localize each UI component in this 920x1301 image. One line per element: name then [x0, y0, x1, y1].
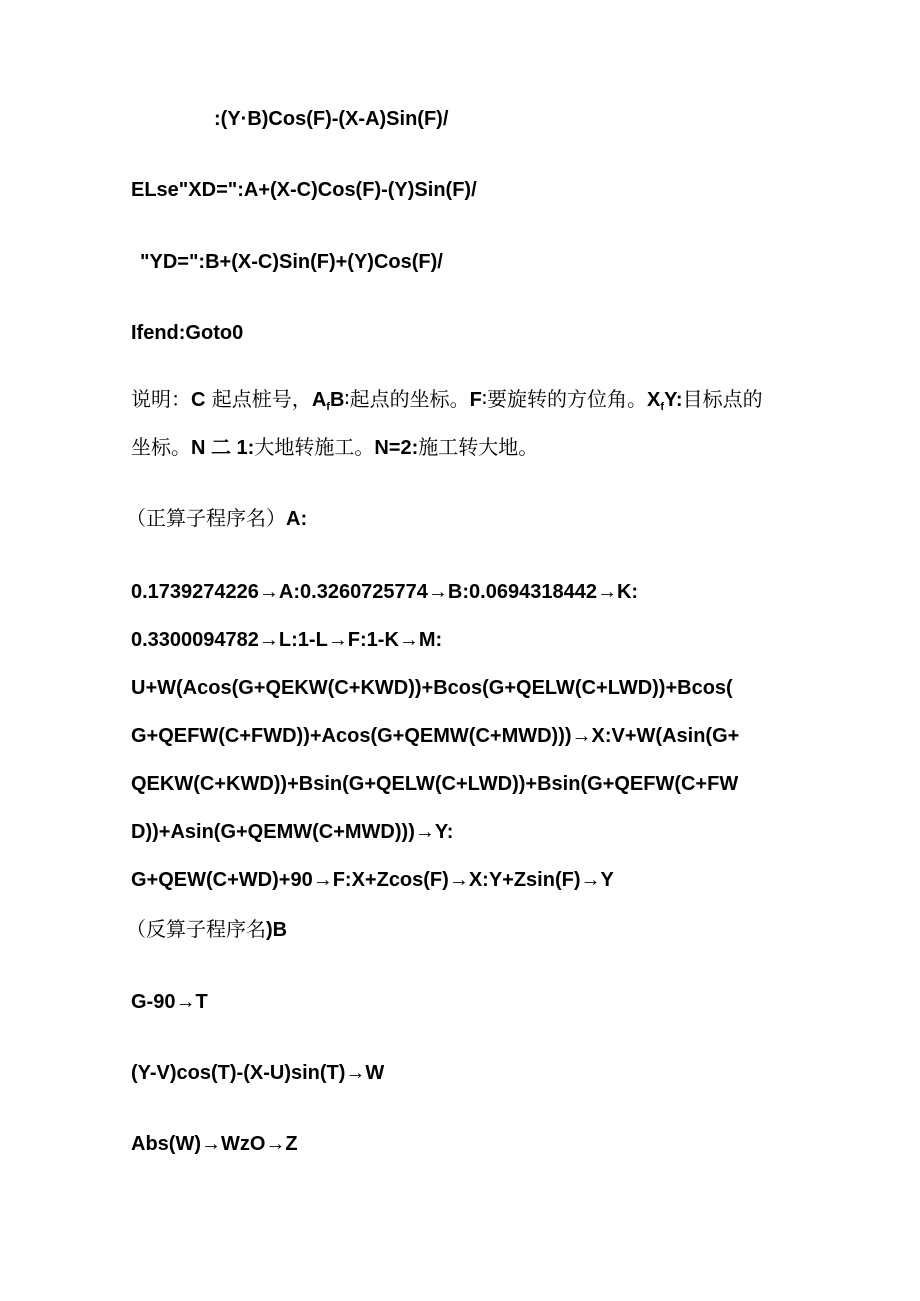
note-text-2: ∶起点的坐标。	[344, 387, 470, 411]
code-line: U+W(Acos(G+QEKW(C+KWD))+Bcos(G+QELW(C+LWD))+Bcos(	[131, 677, 733, 699]
section-b-label: （反算子程序名	[126, 917, 266, 941]
note-y: Y:	[664, 389, 683, 411]
code-line: "YD=":B+(X-C)Sin(F)+(Y)Cos(F)/	[140, 251, 443, 273]
code-line: :(Y·B)Cos(F)-(X-A)Sin(F)/	[214, 108, 449, 130]
note-n2: N=2:	[374, 437, 419, 459]
section-b-name: )B	[266, 919, 288, 941]
note-b: B	[329, 389, 345, 411]
note-n1: N 二 1:	[191, 437, 255, 459]
note-text-4: 目标点的	[682, 387, 763, 411]
note-text-6: 大地转施工。	[254, 435, 375, 459]
note-paragraph	[131, 387, 763, 419]
note-sub-f-2: f	[660, 401, 665, 413]
note-f: F	[469, 389, 482, 411]
code-line: ELse"XD=":A+(X-C)Cos(F)-(Y)Sin(F)/	[131, 179, 477, 201]
note-text-5: 坐标。	[131, 435, 191, 459]
code-line: G+QEFW(C+FWD))+Acos(G+QEMW(C+MWD)))→X:V+W(Asin(G+	[131, 725, 740, 747]
code-line: QEKW(C+KWD))+Bsin(G+QELW(C+LWD))+Bsin(G+QEFW(C+FW	[131, 773, 739, 795]
code-line: 0.3300094782→L:1-L→F:1-K→M:	[131, 629, 443, 651]
note-text-7: 施工转大地。	[418, 435, 539, 459]
section-a-label: （正算子程序名）	[126, 506, 286, 530]
section-a-name: A:	[286, 508, 308, 530]
code-line: Ifend:Goto0	[131, 322, 244, 344]
section-b-heading	[126, 917, 287, 942]
note-a: A	[311, 389, 327, 411]
section-a-heading	[126, 506, 307, 531]
note-text-1: 起点桩号，	[205, 387, 312, 411]
note-sub-f: f	[326, 401, 330, 413]
code-line: G+QEW(C+WD)+90→F:X+Zcos(F)→X:Y+Zsin(F)→Y	[131, 869, 614, 891]
code-line: D))+Asin(G+QEMW(C+MWD)))→Y:	[131, 821, 454, 843]
code-line: (Y-V)cos(T)-(X-U)sin(T)→W	[131, 1062, 385, 1084]
code-line: G-90→T	[131, 991, 208, 1013]
note-text-3: ∶要旋转的方位角。	[481, 387, 648, 411]
code-line: 0.1739274226→A:0.3260725774→B:0.0694318442→K:	[131, 581, 639, 603]
note-x: X	[647, 389, 661, 411]
note-paragraph-2	[131, 435, 538, 460]
note-c: C	[191, 389, 206, 411]
note-prefix: 说明：	[131, 387, 191, 411]
code-line: Abs(W)→WzO→Z	[131, 1133, 298, 1155]
